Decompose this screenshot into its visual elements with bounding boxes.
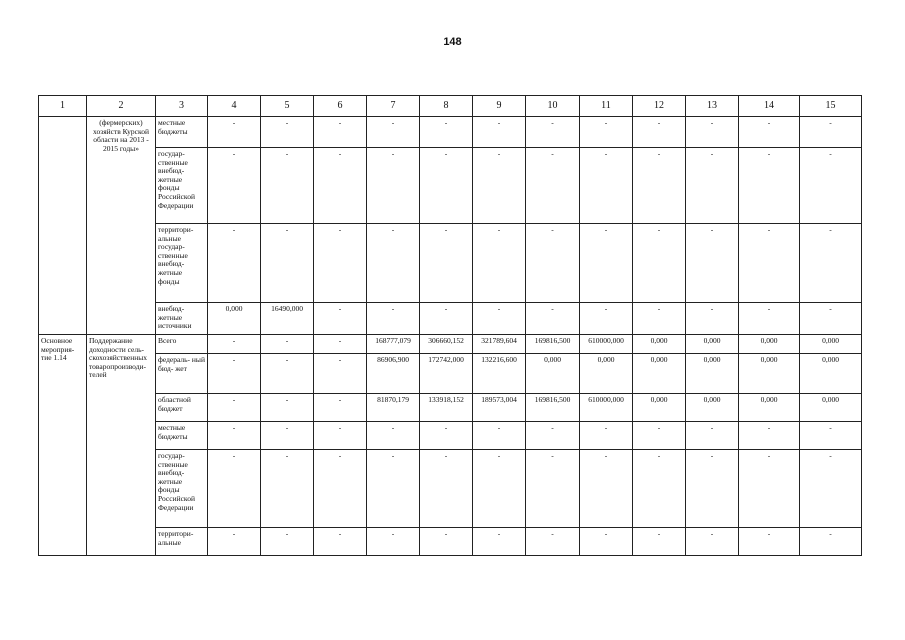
- value-cell: -: [686, 117, 739, 148]
- value-cell: 189573,004: [473, 394, 526, 422]
- table-row: [39, 354, 862, 394]
- value-cell: -: [420, 148, 473, 224]
- header-cell: 6: [314, 96, 367, 117]
- value-cell: 168777,079: [367, 335, 420, 354]
- funding-source-cell: местные бюджеты: [156, 422, 208, 450]
- table-row: [39, 394, 862, 422]
- funding-source-cell: государ- ственные внебюд- жетные фонды Российской Федерации: [156, 450, 208, 528]
- value-cell: 169816,500: [526, 335, 580, 354]
- value-cell: -: [739, 148, 800, 224]
- value-cell: 0,000: [686, 354, 739, 394]
- measure-status-cell: Основное мероприя- тие 1.14: [39, 335, 87, 556]
- value-cell: -: [686, 528, 739, 556]
- value-cell: -: [261, 148, 314, 224]
- value-cell: -: [800, 303, 862, 335]
- value-cell: -: [686, 224, 739, 303]
- value-cell: -: [739, 528, 800, 556]
- value-cell: -: [633, 528, 686, 556]
- value-cell: -: [314, 528, 367, 556]
- value-cell: -: [473, 303, 526, 335]
- funding-source-cell: внебюд- жетные источники: [156, 303, 208, 335]
- value-cell: -: [526, 117, 580, 148]
- value-cell: -: [800, 528, 862, 556]
- value-cell: -: [633, 224, 686, 303]
- header-cell: 12: [633, 96, 686, 117]
- value-cell: 0,000: [800, 335, 862, 354]
- value-cell: 0,000: [739, 335, 800, 354]
- value-cell: -: [473, 148, 526, 224]
- value-cell: 0,000: [800, 354, 862, 394]
- value-cell: -: [261, 450, 314, 528]
- value-cell: 0,000: [208, 303, 261, 335]
- table-row: [39, 224, 862, 303]
- value-cell: -: [580, 303, 633, 335]
- value-cell: -: [526, 528, 580, 556]
- value-cell: 610000,000: [580, 335, 633, 354]
- value-cell: -: [800, 117, 862, 148]
- measure-name-cell: Поддержание доходности сель- скохозяйственных товаропроизводи- телей: [87, 335, 156, 556]
- program-status-cell: [39, 117, 87, 335]
- value-cell: -: [473, 224, 526, 303]
- value-cell: -: [367, 117, 420, 148]
- header-cell: 9: [473, 96, 526, 117]
- funding-source-cell: федераль- ный бюд- жет: [156, 354, 208, 394]
- table-row: [39, 450, 862, 528]
- value-cell: -: [800, 224, 862, 303]
- value-cell: -: [208, 354, 261, 394]
- value-cell: 133918,152: [420, 394, 473, 422]
- value-cell: -: [420, 303, 473, 335]
- value-cell: -: [580, 224, 633, 303]
- budget-table: [38, 95, 862, 556]
- value-cell: 86906,900: [367, 354, 420, 394]
- value-cell: -: [261, 117, 314, 148]
- value-cell: -: [633, 450, 686, 528]
- value-cell: -: [261, 422, 314, 450]
- value-cell: -: [580, 148, 633, 224]
- value-cell: -: [208, 117, 261, 148]
- value-cell: -: [367, 303, 420, 335]
- value-cell: -: [367, 528, 420, 556]
- header-cell: 8: [420, 96, 473, 117]
- value-cell: -: [473, 422, 526, 450]
- value-cell: -: [261, 224, 314, 303]
- header-cell: 3: [156, 96, 208, 117]
- value-cell: -: [208, 224, 261, 303]
- value-cell: -: [800, 450, 862, 528]
- value-cell: 81870,179: [367, 394, 420, 422]
- table-row: [39, 335, 862, 354]
- value-cell: -: [526, 148, 580, 224]
- table-row: [39, 422, 862, 450]
- value-cell: -: [526, 422, 580, 450]
- header-cell: 10: [526, 96, 580, 117]
- header-row: [39, 96, 862, 117]
- value-cell: -: [580, 528, 633, 556]
- program-name-cell: (фермерских) хозяйств Курской области на 2013 - 2015 годы»: [87, 117, 156, 335]
- value-cell: 321789,604: [473, 335, 526, 354]
- table-row: [39, 148, 862, 224]
- header-cell: 4: [208, 96, 261, 117]
- funding-source-cell: территори- альные: [156, 528, 208, 556]
- value-cell: -: [261, 528, 314, 556]
- value-cell: -: [800, 422, 862, 450]
- value-cell: -: [314, 148, 367, 224]
- value-cell: 0,000: [800, 394, 862, 422]
- value-cell: -: [420, 450, 473, 528]
- value-cell: -: [208, 528, 261, 556]
- value-cell: -: [526, 450, 580, 528]
- value-cell: 0,000: [739, 354, 800, 394]
- page-number: 148: [443, 36, 462, 48]
- value-cell: -: [580, 117, 633, 148]
- value-cell: -: [314, 354, 367, 394]
- value-cell: -: [633, 148, 686, 224]
- value-cell: -: [526, 303, 580, 335]
- header-cell: 14: [739, 96, 800, 117]
- value-cell: 610000,000: [580, 394, 633, 422]
- header-cell: 11: [580, 96, 633, 117]
- value-cell: 16490,000: [261, 303, 314, 335]
- value-cell: -: [420, 528, 473, 556]
- value-cell: -: [739, 422, 800, 450]
- header-cell: 15: [800, 96, 862, 117]
- value-cell: -: [314, 224, 367, 303]
- value-cell: 0,000: [633, 394, 686, 422]
- value-cell: -: [580, 422, 633, 450]
- funding-source-cell: государ- ственные внебюд- жетные фонды Российской Федерации: [156, 148, 208, 224]
- value-cell: -: [261, 394, 314, 422]
- value-cell: -: [686, 422, 739, 450]
- value-cell: -: [739, 224, 800, 303]
- header-cell: 7: [367, 96, 420, 117]
- value-cell: -: [686, 303, 739, 335]
- value-cell: 0,000: [739, 394, 800, 422]
- value-cell: 0,000: [526, 354, 580, 394]
- value-cell: 0,000: [580, 354, 633, 394]
- value-cell: -: [208, 394, 261, 422]
- value-cell: 169816,500: [526, 394, 580, 422]
- table-row: [39, 303, 862, 335]
- value-cell: -: [633, 303, 686, 335]
- value-cell: -: [367, 422, 420, 450]
- value-cell: -: [739, 450, 800, 528]
- funding-source-cell: Всего: [156, 335, 208, 354]
- value-cell: -: [314, 335, 367, 354]
- value-cell: -: [208, 422, 261, 450]
- value-cell: -: [633, 117, 686, 148]
- value-cell: -: [686, 450, 739, 528]
- value-cell: -: [420, 117, 473, 148]
- value-cell: -: [367, 224, 420, 303]
- value-cell: -: [473, 528, 526, 556]
- header-cell: 2: [87, 96, 156, 117]
- table-row: [39, 528, 862, 556]
- value-cell: -: [261, 335, 314, 354]
- funding-source-cell: территори- альные государ- ственные внебюд- жетные фонды: [156, 224, 208, 303]
- value-cell: -: [208, 450, 261, 528]
- funding-source-cell: областной бюджет: [156, 394, 208, 422]
- value-cell: -: [314, 117, 367, 148]
- value-cell: -: [633, 422, 686, 450]
- value-cell: -: [686, 148, 739, 224]
- value-cell: -: [580, 450, 633, 528]
- value-cell: 0,000: [686, 335, 739, 354]
- table-row: [39, 117, 862, 148]
- value-cell: 0,000: [686, 394, 739, 422]
- header-cell: 13: [686, 96, 739, 117]
- header-cell: 1: [39, 96, 87, 117]
- value-cell: -: [420, 422, 473, 450]
- value-cell: -: [739, 303, 800, 335]
- value-cell: -: [473, 117, 526, 148]
- value-cell: -: [314, 303, 367, 335]
- value-cell: -: [473, 450, 526, 528]
- value-cell: -: [739, 117, 800, 148]
- value-cell: 306660,152: [420, 335, 473, 354]
- value-cell: -: [800, 148, 862, 224]
- funding-source-cell: местные бюджеты: [156, 117, 208, 148]
- value-cell: -: [208, 148, 261, 224]
- header-cell: 5: [261, 96, 314, 117]
- value-cell: 0,000: [633, 354, 686, 394]
- value-cell: -: [314, 450, 367, 528]
- value-cell: -: [420, 224, 473, 303]
- value-cell: -: [208, 335, 261, 354]
- value-cell: -: [526, 224, 580, 303]
- value-cell: 0,000: [633, 335, 686, 354]
- value-cell: -: [261, 354, 314, 394]
- value-cell: 172742,000: [420, 354, 473, 394]
- value-cell: -: [314, 394, 367, 422]
- value-cell: -: [367, 148, 420, 224]
- value-cell: -: [314, 422, 367, 450]
- table-body: [39, 96, 862, 556]
- value-cell: 132216,600: [473, 354, 526, 394]
- value-cell: -: [367, 450, 420, 528]
